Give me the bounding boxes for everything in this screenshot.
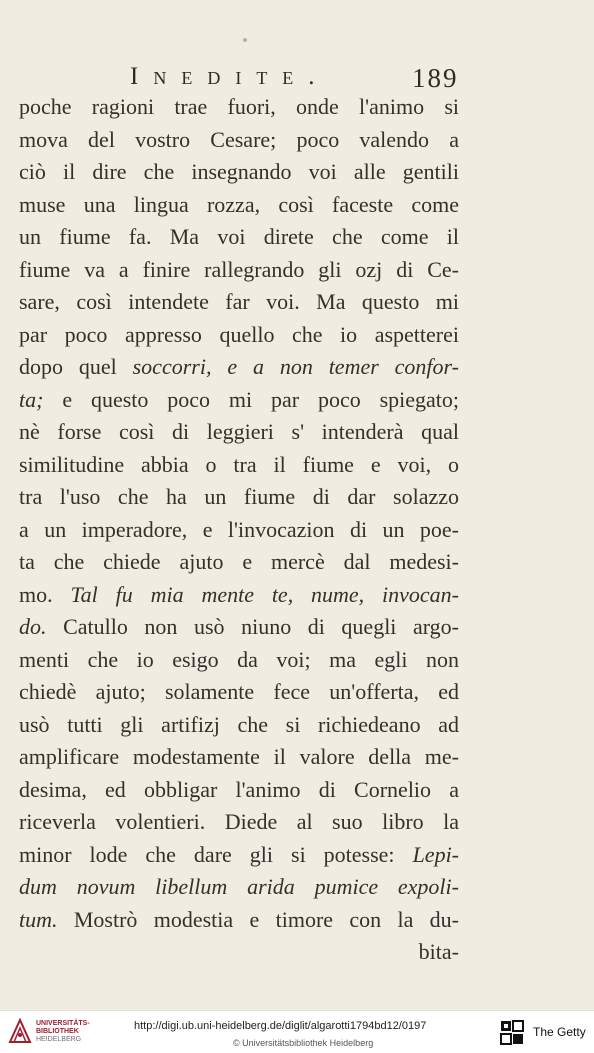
- library-name-line: HEIDELBERG: [36, 1036, 82, 1043]
- page-number: 189: [412, 63, 459, 93]
- text-fragment: Mostrò modestia e timore con la du-: [73, 906, 460, 932]
- running-head: Inedite.: [130, 63, 330, 90]
- text-fragment: mo.: [19, 581, 53, 607]
- catchword: bita-: [418, 939, 459, 964]
- getty-logo-icon[interactable]: [500, 1020, 524, 1046]
- text-line: fiume va a finire rallegrando gli ozj di Ce-: [19, 256, 459, 282]
- italic-quote: Tal fu mia mente te, nume, invocan-: [70, 581, 459, 607]
- text-line: [19, 839, 459, 872]
- text-line: menti che io esigo da voi; ma egli non: [19, 646, 459, 672]
- text-line: un fiume fa. Ma voi direte che come il: [19, 224, 459, 249]
- paper-speck: [243, 38, 247, 42]
- text-line: riceverla volentieri. Diede al suo libro la: [19, 809, 459, 834]
- text-fragment: minor lode che dare gli si potesse:: [19, 841, 395, 867]
- italic-quote: dum novum libellum arida pumice expoli-: [19, 874, 459, 899]
- text-line: nè forse così di leggieri s' intenderà qual: [19, 419, 459, 444]
- text-line: usò tutti gli artifizj che si richiedeano ad: [19, 711, 459, 737]
- text-line: amplificare modestamente il valore della me-: [19, 744, 459, 769]
- copyright-notice: © Universitätsbibliothek Heidelberg: [233, 1038, 374, 1048]
- text-line: similitudine abbia o tra il fiume e voi, o: [19, 451, 459, 477]
- library-name: [36, 1020, 106, 1044]
- italic-quote: do.: [19, 614, 47, 639]
- text-line: [19, 384, 459, 417]
- body-text: [19, 91, 459, 969]
- university-seal-icon[interactable]: [8, 1018, 32, 1044]
- italic-quote: soccorri, e a non temer confor-: [132, 354, 459, 379]
- text-fragment: e questo poco mi par poco spiegato;: [62, 386, 460, 412]
- text-line: mova del vostro Cesare; poco valendo a: [19, 126, 459, 152]
- text-line: chiedè ajuto; solamente fece un'offerta, ed: [19, 679, 459, 704]
- text-line: muse una lingua rozza, così faceste come: [19, 191, 459, 217]
- text-line: par poco appresso quello che io aspetterei: [19, 321, 459, 347]
- text-line: tra l'uso che ha un fiume di dar solazzo: [19, 484, 459, 509]
- library-name-line: UNIVERSITÄTS-: [36, 1020, 90, 1027]
- text-line: ta che chiede ajuto e mercè dal medesi-: [19, 549, 459, 574]
- footer-bar: [0, 1010, 594, 1053]
- text-line: [19, 579, 459, 612]
- text-line: [19, 871, 459, 904]
- text-fragment: dopo quel: [19, 354, 117, 379]
- text-line: sare, così intendete far voi. Ma questo mi: [19, 289, 459, 314]
- text-line: a un imperadore, e l'invocazion di un poe-: [19, 516, 459, 542]
- text-line: [19, 351, 459, 384]
- text-line: poche ragioni trae fuori, onde l'animo si: [19, 94, 459, 119]
- text-line: ciò il dire che insegnando voi alle gentili: [19, 159, 459, 184]
- text-line: [19, 611, 459, 644]
- text-line: desima, ed obbligar l'animo di Cornelio a: [19, 776, 459, 802]
- italic-quote: tum.: [19, 906, 58, 932]
- italic-quote: Lepi-: [412, 841, 460, 867]
- partner-name: The Getty: [533, 1025, 586, 1039]
- text-line: [19, 904, 459, 937]
- permalink-url[interactable]: http://digi.ub.uni-heidelberg.de/diglit/algarotti1794bd12/0197: [134, 1020, 427, 1032]
- italic-quote: ta;: [19, 386, 44, 412]
- library-name-line: BIBLIOTHEK: [36, 1028, 79, 1035]
- text-fragment: Catullo non usò niuno di quegli argo-: [63, 614, 459, 639]
